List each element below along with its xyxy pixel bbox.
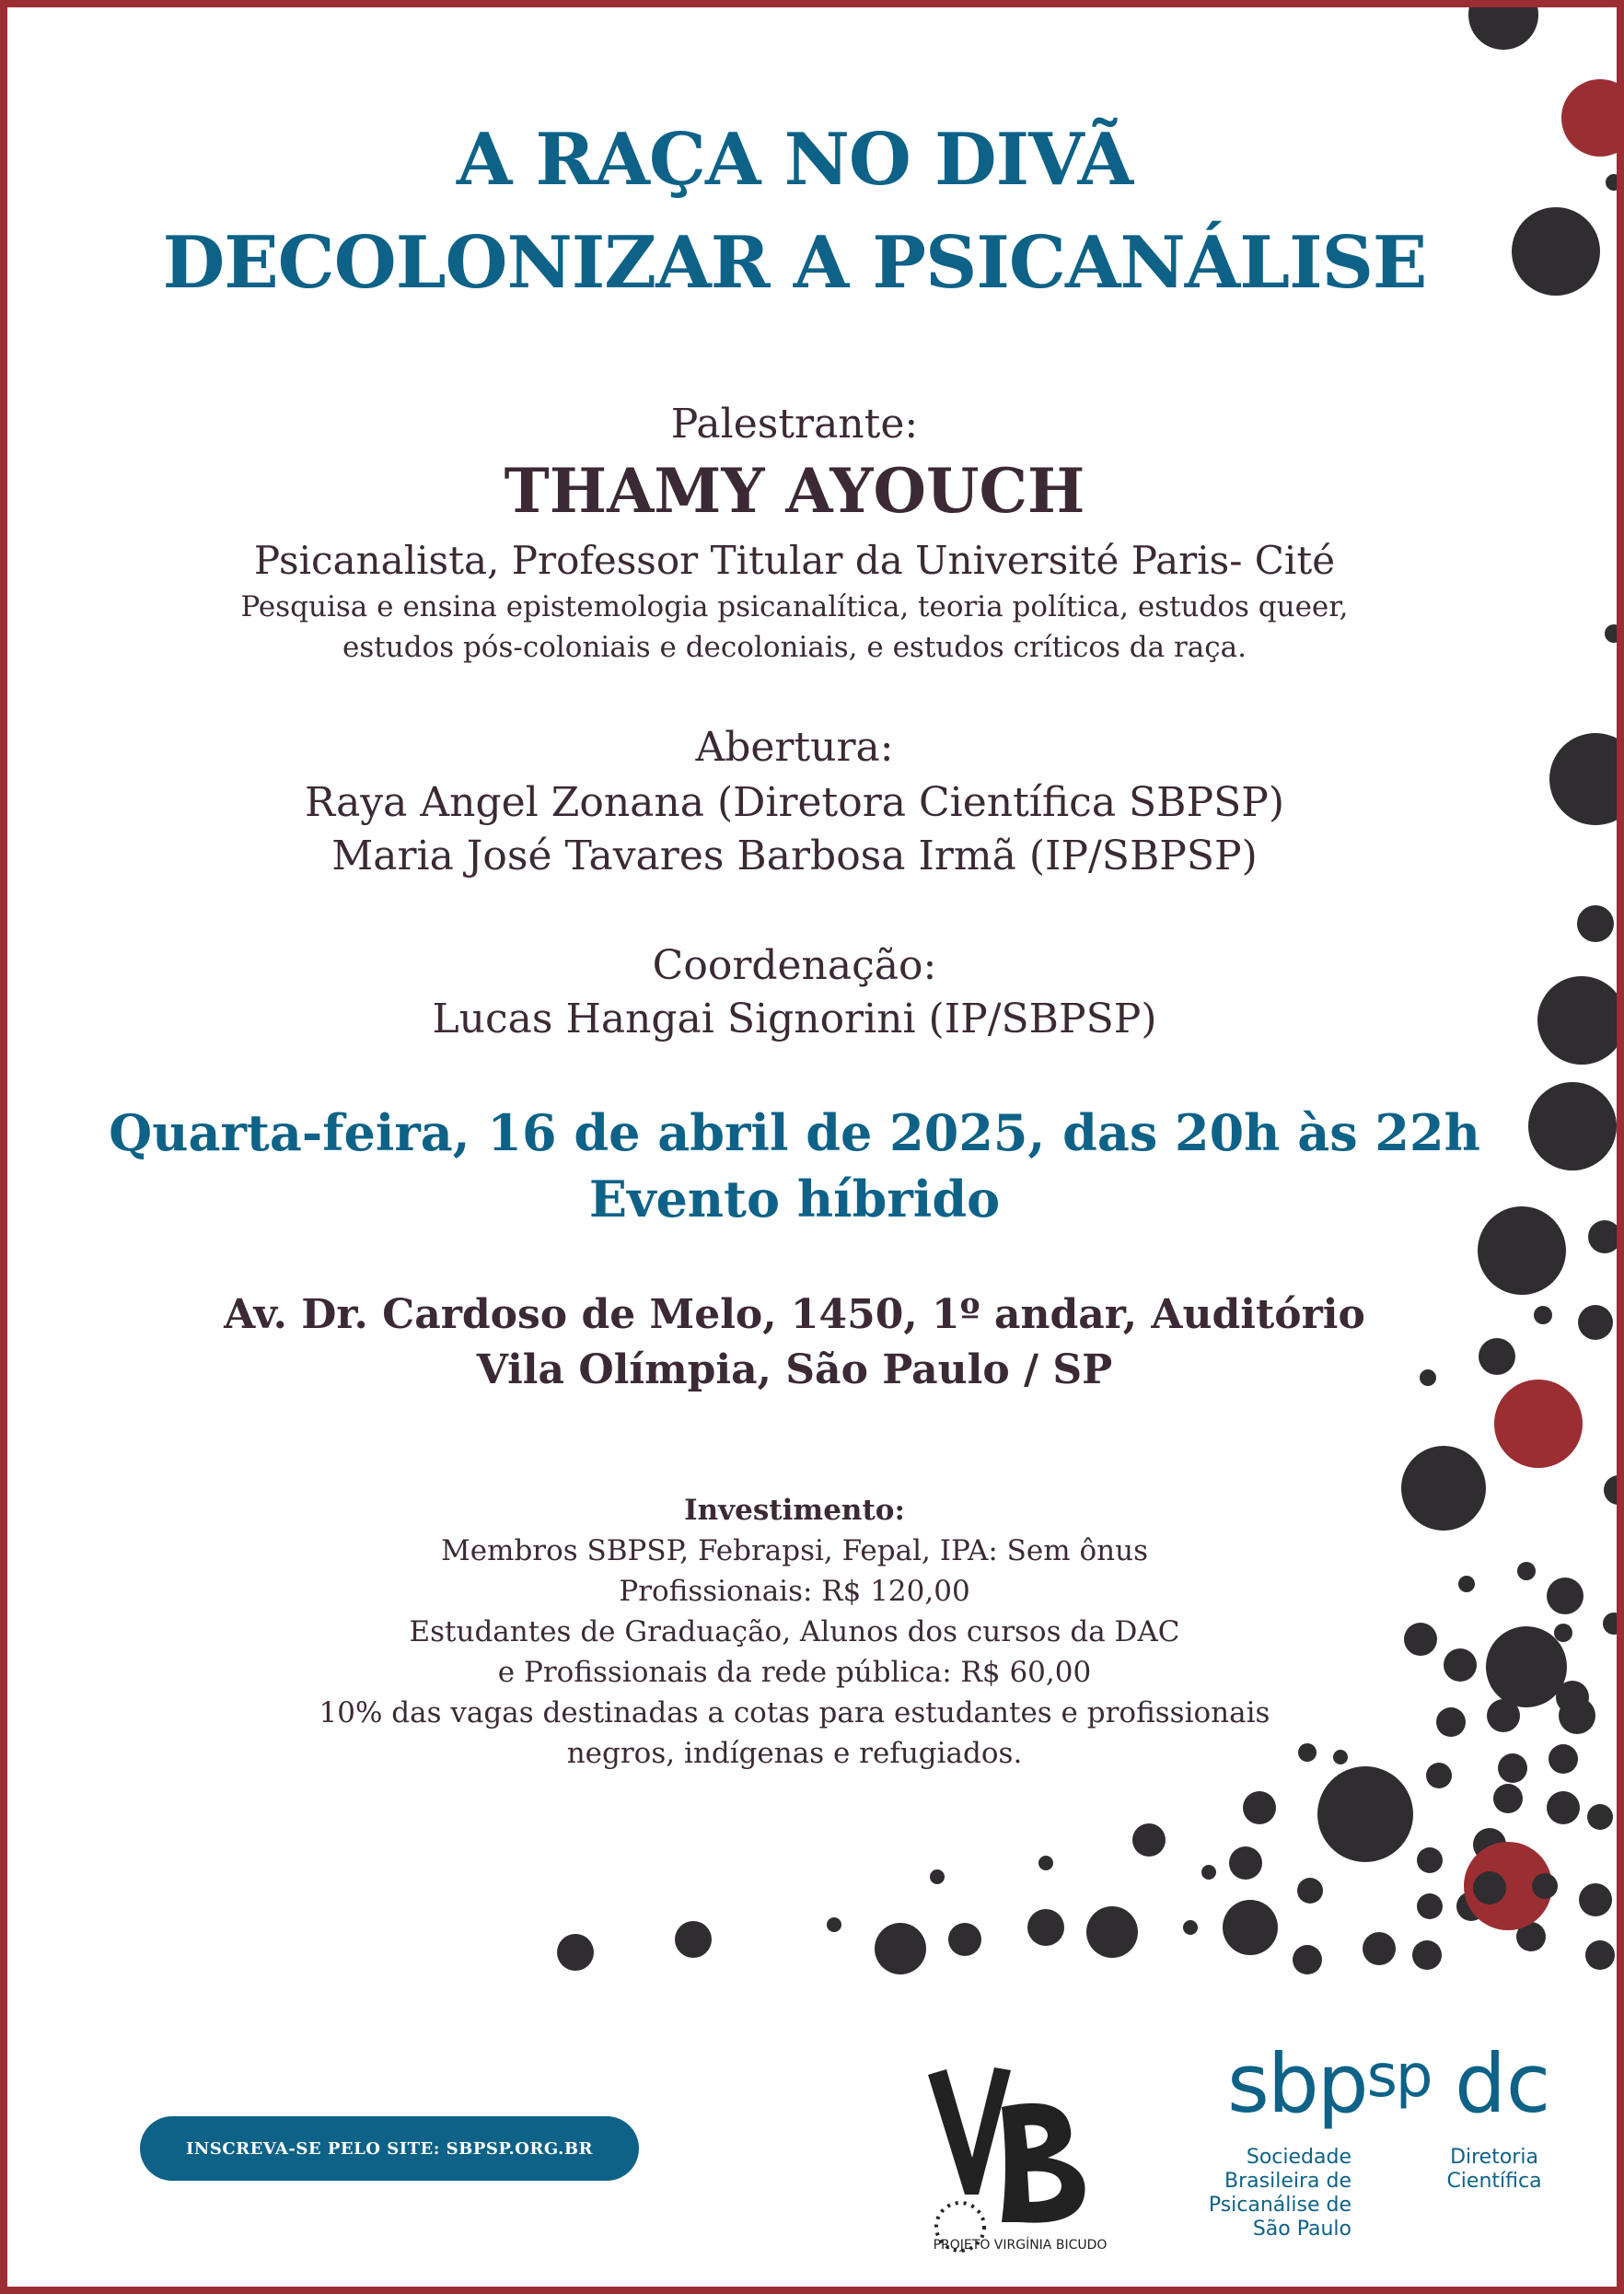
speaker-description-line2: estudos pós-coloniais e decoloniais, e estudos críticos da raça. [342,631,1247,664]
event-format: Evento híbrido [588,1170,1001,1229]
opening-person-1: Raya Angel Zonana (Diretora Científica SBPSP) [304,779,1285,826]
opening-person-2: Maria José Tavares Barbosa Irmã (IP/SBPSP) [331,833,1258,879]
sbpsp-name-line: Psicanálise de [1208,2194,1351,2217]
sbpsp-full-name [1158,2146,1351,2242]
sbpsp-name-line: Brasileira de [1224,2170,1351,2193]
dc-name-line: Diretoria [1450,2146,1538,2169]
investment-line: Profissionais: R$ 120,00 [619,1575,970,1608]
speaker-name: THAMY AYOUCH [504,455,1085,527]
dc-name-line: Científica [1446,2170,1542,2193]
virginia-bicudo-logo [910,2056,1121,2259]
coordination-person: Lucas Hangai Signorini (IP/SBPSP) [432,996,1157,1042]
investment-line: negros, indígenas e refugiados. [566,1737,1023,1770]
speaker-description-line1: Pesquisa e ensina epistemologia psicanalítica, teoria política, estudos queer, [240,590,1349,623]
investment-line: e Profissionais da rede pública: R$ 60,00 [497,1656,1092,1689]
event-datetime: Quarta-feira, 16 de abril de 2025, das 20h às 22h [109,1103,1480,1162]
investment-line: 10% das vagas destinadas a cotas para estudantes e profissionais [319,1696,1270,1729]
sbpsp-name-line: Sociedade [1246,2146,1351,2169]
sbpsp-logo [1227,2038,1432,2130]
sbp-logo-text: sbp [1227,2036,1367,2131]
sbp-logo-sup: sp [1366,2043,1432,2111]
dc-logo: dc [1455,2036,1551,2131]
register-button[interactable]: INSCREVA-SE PELO SITE: SBPSP.ORG.BR [140,2116,639,2181]
event-title-line2: DECOLONIZAR A PSICANÁLISE [162,221,1427,305]
opening-label: Abertura: [695,724,894,771]
vb-caption: PROJETO VIRGÍNIA BICUDO [933,2238,1108,2253]
speaker-label: Palestrante: [670,401,919,448]
coordination-label: Coordenação: [652,942,937,989]
investment-block [7,1490,1582,1774]
sbpsp-name-line: São Paulo [1252,2218,1351,2241]
speaker-role: Psicanalista, Professor Titular da Université Paris- Cité [253,538,1336,583]
address-line2: Vila Olímpia, São Paulo / SP [476,1346,1113,1393]
investment-line: Estudantes de Graduação, Alunos dos cursos da DAC [409,1615,1180,1648]
event-title-line1: A RAÇA NO DIVÃ [456,118,1133,202]
investment-title: Investimento: [684,1494,905,1527]
address-line1: Av. Dr. Cardoso de Melo, 1450, 1º andar, Auditório [224,1291,1365,1338]
dc-full-name [1430,2146,1559,2194]
investment-line: Membros SBPSP, Febrapsi, Fepal, IPA: Sem ônus [440,1534,1149,1567]
